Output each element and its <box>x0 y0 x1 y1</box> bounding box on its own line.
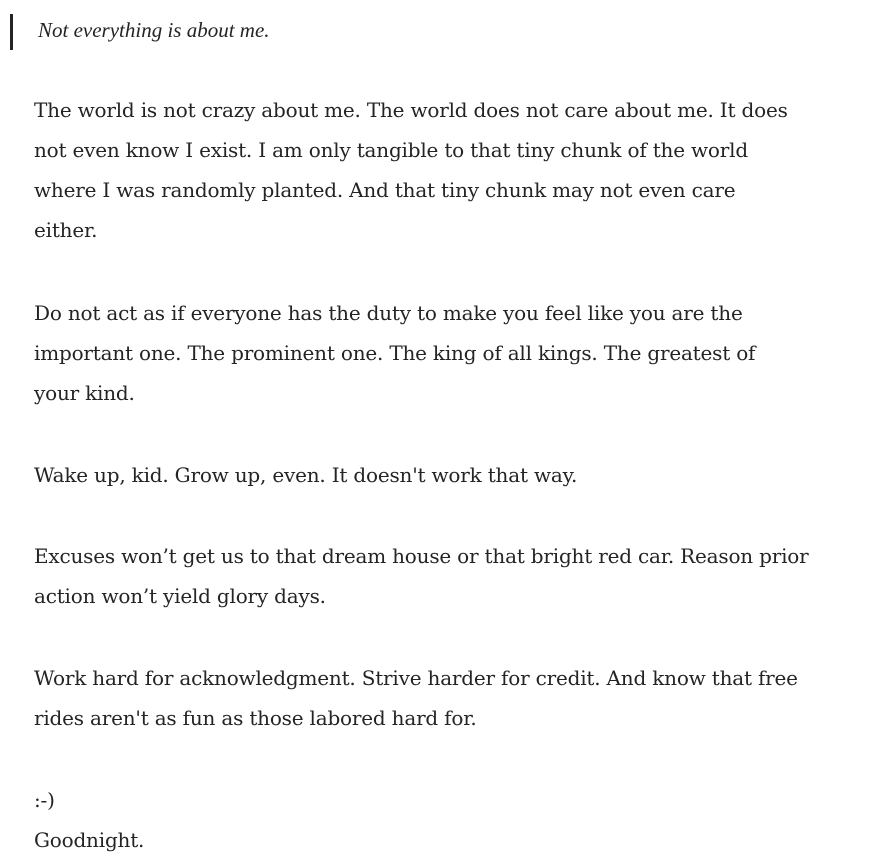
paragraph-line: important one. The prominent one. The king of all kings. The greatest of <box>34 341 756 365</box>
paragraph-line: Work hard for acknowledgment. Strive harder for credit. And know that free <box>34 666 798 690</box>
paragraph-line: :-) <box>34 788 55 812</box>
paragraph-line: Excuses won’t get us to that dream house or that bright red car. Reason prior <box>34 544 809 568</box>
paragraph-line: Goodnight. <box>34 828 145 852</box>
paragraph-line: rides aren't as fun as those labored hard for. <box>34 706 477 730</box>
paragraph-line: your kind. <box>34 381 135 405</box>
paragraph-4 <box>34 536 886 616</box>
paragraph-line: not even know I exist. I am only tangible to that tiny chunk of the world <box>34 138 748 162</box>
paragraph-line: action won’t yield glory days. <box>34 584 326 608</box>
paragraph-6 <box>34 780 886 860</box>
paragraph-5 <box>34 658 886 738</box>
paragraph-3 <box>34 455 886 495</box>
paragraph-2 <box>34 293 886 413</box>
paragraph-line: The world is not crazy about me. The world does not care about me. It does <box>34 98 788 122</box>
pull-quote: Not everything is about me. <box>10 14 270 50</box>
paragraph-line: Wake up, kid. Grow up, even. It doesn't work that way. <box>34 463 578 487</box>
paragraph-1 <box>34 90 886 250</box>
paragraph-line: Do not act as if everyone has the duty to make you feel like you are the <box>34 301 743 325</box>
paragraph-line: where I was randomly planted. And that tiny chunk may not even care <box>34 178 736 202</box>
paragraph-line: either. <box>34 218 98 242</box>
